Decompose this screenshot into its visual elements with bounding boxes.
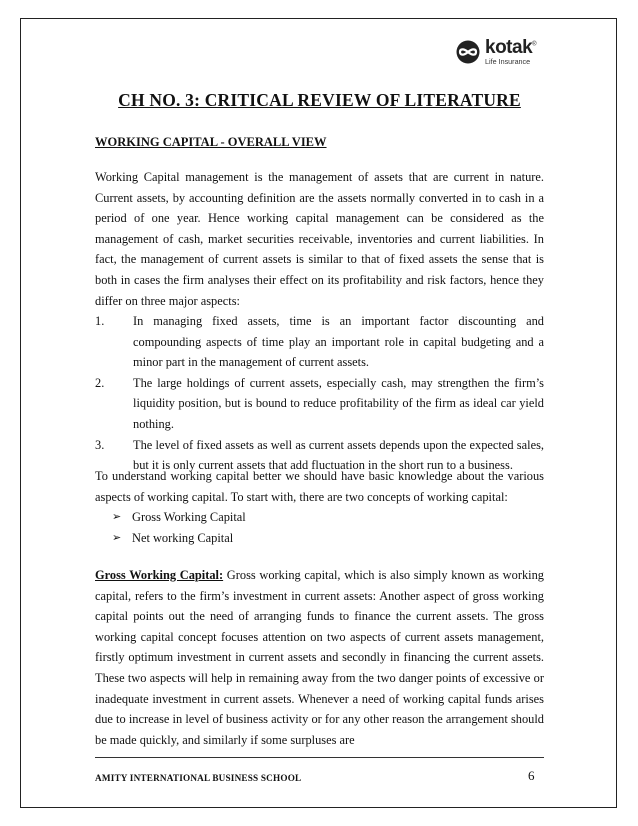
kotak-logo [455,38,555,66]
logo-trademark: ® [532,42,537,49]
aspects-list [95,311,544,476]
arrow-bullet-icon: ➢ [112,530,122,544]
aspect-number: 1. [95,314,105,328]
concept-label: Net working Capital [132,530,234,545]
intro-paragraph: Working Capital management is the management of assets that are current in nature. Current assets, by accounting definition are the assets normally converted in to cash in a period of one year. Hence working capital management can be considered as the management of cash, market securities receivable, inventories and current liabilities. In fact, the management of current assets is similar to that of fixed assets the sense that is both in cases the firm analyses their effect on its profitability and risk factors, hence they differ on three major aspects: [95,170,544,308]
kotak-infinity-icon [455,40,481,64]
concept-label: Gross Working Capital [132,510,246,524]
chapter-title: CH NO. 3: CRITICAL REVIEW OF LITERATURE [118,90,521,110]
page-number: 6 [528,768,535,783]
logo-brand: kotak [485,37,533,59]
concept-item [112,507,246,528]
aspect-text: In managing fixed assets, time is an important factor discounting and compounding aspects of time play an important role in capital budgeting and a minor part in the management of current assets. [133,314,544,370]
aspect-text: The large holdings of current assets, especially cash, may strengthen the firm’s liquidity position, but is bound to reduce profitability of the firm as ideal car yield nothing. [133,375,544,431]
gross-working-capital-label: Gross Working Capital: [95,568,224,582]
arrow-bullet-icon: ➢ [112,510,122,523]
gross-working-capital-paragraph [95,565,544,750]
footer-school-name: AMITY INTERNATIONAL BUSINESS SCHOOL [95,773,302,783]
section-heading: WORKING CAPITAL - OVERALL VIEW [95,135,327,149]
footer-divider [95,757,544,758]
aspect-item [95,373,544,435]
logo-subtitle: Life Insurance [485,57,531,67]
aspect-text: The level of fixed assets as well as current assets depends upon the expected sales, but it is only current assets that add fluctuation in the short run to a business. [133,437,544,473]
concepts-intro: To understand working capital better we should have basic knowledge about the various aspects of working capital. To start with, there are two concepts of working capital: [95,469,544,504]
aspect-number: 3. [95,437,105,452]
aspect-number: 2. [95,375,105,390]
gross-working-capital-text: Gross working capital, which is also simply known as working capital, refers to the firm’s investment in current assets: Another aspect of gross working capital points out the need of arranging funds to finance the current assets. The gross working capital concept focuses attention on two aspects of current assets management, firstly optimum investment in current assets and secondly in financing the current assets. These two aspects will help in remaining away from the two danger points of excessive or inadequate investment in current assets. Whenever a need of working capital funds arises due to increase in level of business activity or for any other reason the arrangement should be made quickly, and similarly if some surpluses are [95,568,544,747]
concept-item [112,528,246,549]
concepts-list [112,507,246,548]
aspect-item [95,311,544,373]
